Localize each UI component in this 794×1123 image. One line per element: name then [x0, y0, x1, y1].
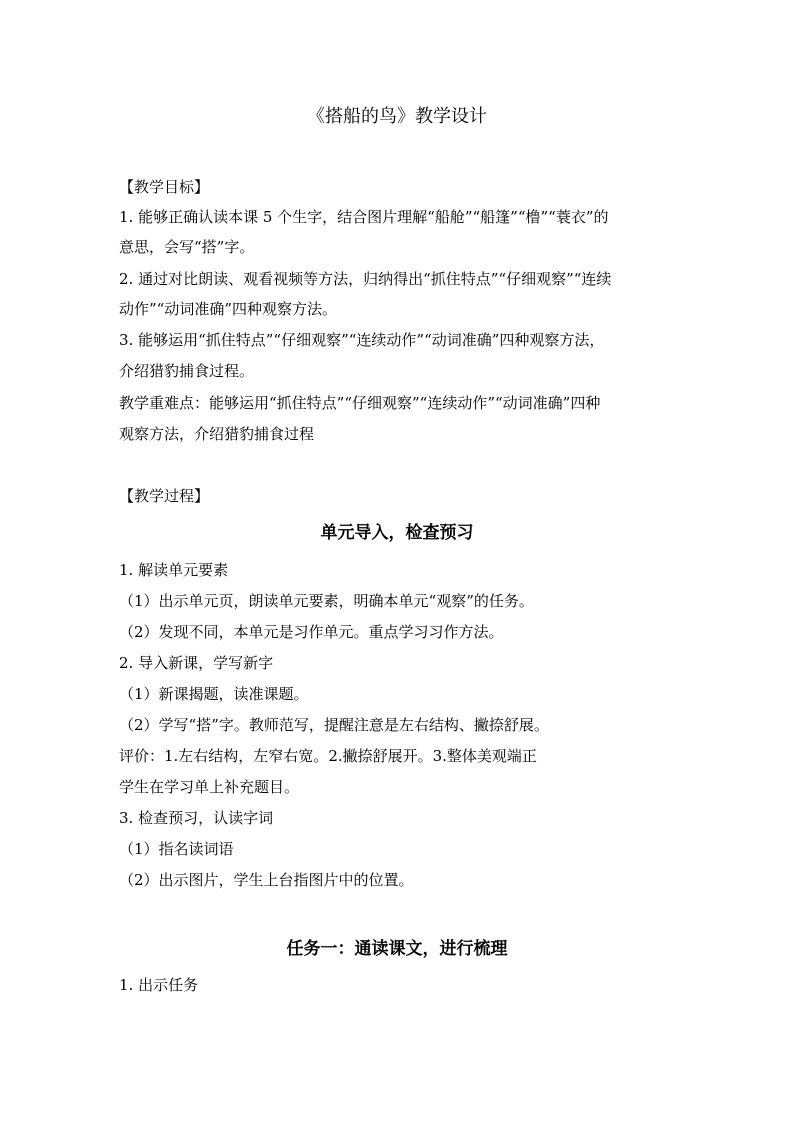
section-1-item-2-b: （2）学写“搭”字。教师范写，提醒注意是左右结构、撇捺舒展。	[119, 716, 549, 734]
process-header: 【教学过程】	[119, 487, 210, 505]
objective-1: 1. 能够正确认读本课 5 个生字，结合图片理解“船舱”“船篷”“橹”“蓑衣”的	[119, 208, 609, 226]
section-2-item-1: 1. 出示任务	[119, 976, 199, 994]
key-difficulty-continued: 观察方法，介绍猎豹捕食过程	[119, 425, 315, 443]
key-difficulty: 教学重难点：能够运用“抓住特点”“仔细观察”“连续动作”“动词准确”四种	[119, 394, 601, 412]
section-1-item-2: 2. 导入新课，学写新字	[119, 654, 274, 672]
student-note: 学生在学习单上补充题目。	[119, 778, 300, 796]
section-1-item-3: 3. 检查预习，认读字词	[119, 809, 274, 827]
section-1-item-2-a: （1）新课揭题，读准课题。	[119, 685, 309, 703]
section-1-item-3-b: （2）出示图片，学生上台指图片中的位置。	[119, 871, 414, 889]
section-1-item-1: 1. 解读单元要素	[119, 561, 229, 579]
objective-2-continued: 动作”“动词准确”四种观察方法。	[119, 300, 338, 318]
section-1-item-1-b: （2）发现不同，本单元是习作单元。重点学习习作方法。	[119, 623, 504, 641]
objective-3: 3. 能够运用“抓住特点”“仔细观察”“连续动作”“动词准确”四种观察方法，	[119, 331, 605, 349]
section-1-item-3-a: （1）指名读词语	[119, 840, 234, 858]
objective-1-continued: 意思，会写“搭”字。	[119, 238, 255, 256]
objective-2: 2. 通过对比朗读、观看视频等方法，归纳得出“抓住特点”“仔细观察”“连续	[119, 270, 612, 288]
section-2-heading: 任务一：通读课文，进行梳理	[286, 939, 508, 959]
evaluation-line: 评价：1.左右结构，左窄右宽。2.撇捺舒展开。3.整体美观端正	[119, 747, 537, 765]
objectives-header: 【教学目标】	[119, 178, 210, 196]
document-title: 《搭船的鸟》教学设计	[307, 106, 487, 127]
objective-3-continued: 介绍猎豹捕食过程。	[119, 362, 255, 380]
section-1-heading: 单元导入，检查预习	[320, 523, 474, 543]
section-1-item-1-a: （1）出示单元页，朗读单元要素，明确本单元“观察”的任务。	[119, 592, 534, 610]
